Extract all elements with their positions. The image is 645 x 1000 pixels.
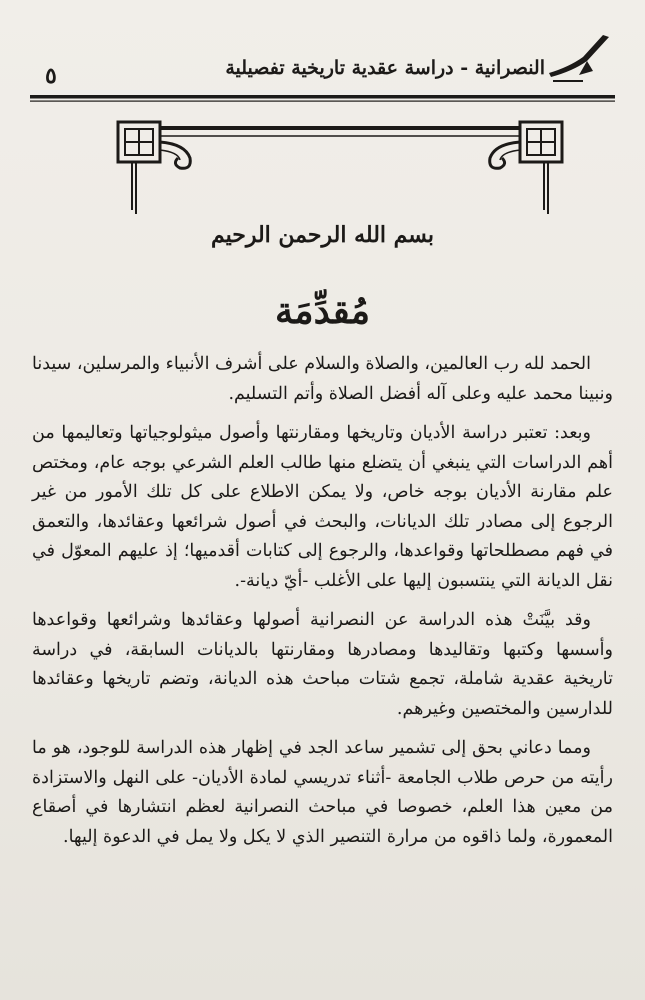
body-text xyxy=(32,350,613,862)
paragraph: وقد بيَّنَتْ هذه الدراسة عن النصرانية أصولها وعقائدها وشرائعها وقواعدها وأسسها وكتبها وتقاليدها ومصادرها ومقارنتها بالديانات السابقة، في دراسة تاريخية عقدية شاملة، تجمع شتات مباحث هذه الديانة، وتضم تاريخها وعقائدها للدارسين والمختصين وغيرهم. xyxy=(32,610,613,719)
paragraph: وبعد: تعتبر دراسة الأديان وتاريخها ومقارنتها وأصول ميثولوجياتها وتعاليمها من أهم الدراسات التي ينبغي أن يتضلع منها طالب العلم الشرعي بوجه عام، ومختص علم مقارنة الأديان بوجه خاص، ولا يمكن الاطلاع على كل تلك الأمور من غير الرجوع إلى مصادر تلك الديانات، والبحث في أصول شرائعها وعقائدها، والتعمق في فهم مصطلحاتها وقواعدها، والرجوع إلى كتابات أقدميها؛ إذ عليهم المعوّل في نقل الديانة التي ينتسبون إليها على الأغلب -أيّ ديانة-. xyxy=(32,423,613,591)
ornamental-frame xyxy=(110,110,570,220)
running-title: النصرانية - دراسة عقدية تاريخية تفصيلية xyxy=(225,57,545,79)
basmala: بسم الله الرحمن الرحيم xyxy=(210,222,435,248)
quill-icon xyxy=(543,31,613,91)
paragraph: الحمد لله رب العالمين، والصلاة والسلام على أشرف الأنبياء والمرسلين، سيدنا ونبينا محمد عليه وعلى آله أفضل الصلاة وأتم التسليم. xyxy=(32,354,613,404)
paragraph: ومما دعاني بحق إلى تشمير ساعد الجد في إظهار هذه الدراسة للوجود، هو ما رأيته من حرص طلاب الجامعة -أثناء تدريسي لمادة الأديان- على النهل والاستزادة من معين هذا العلم، خصوصا في مباحث النصرانية لعظم انتشارها في أصقاع المعمورة، ولما ذاقوه من مرارة التنصير الذي لا يكل ولا يمل في الدعوة إليها. xyxy=(32,738,613,847)
header-rule xyxy=(30,95,615,103)
page-number: ٥ xyxy=(45,63,57,89)
page-heading: مُقدِّمَة xyxy=(275,290,370,332)
page-header xyxy=(30,45,615,105)
